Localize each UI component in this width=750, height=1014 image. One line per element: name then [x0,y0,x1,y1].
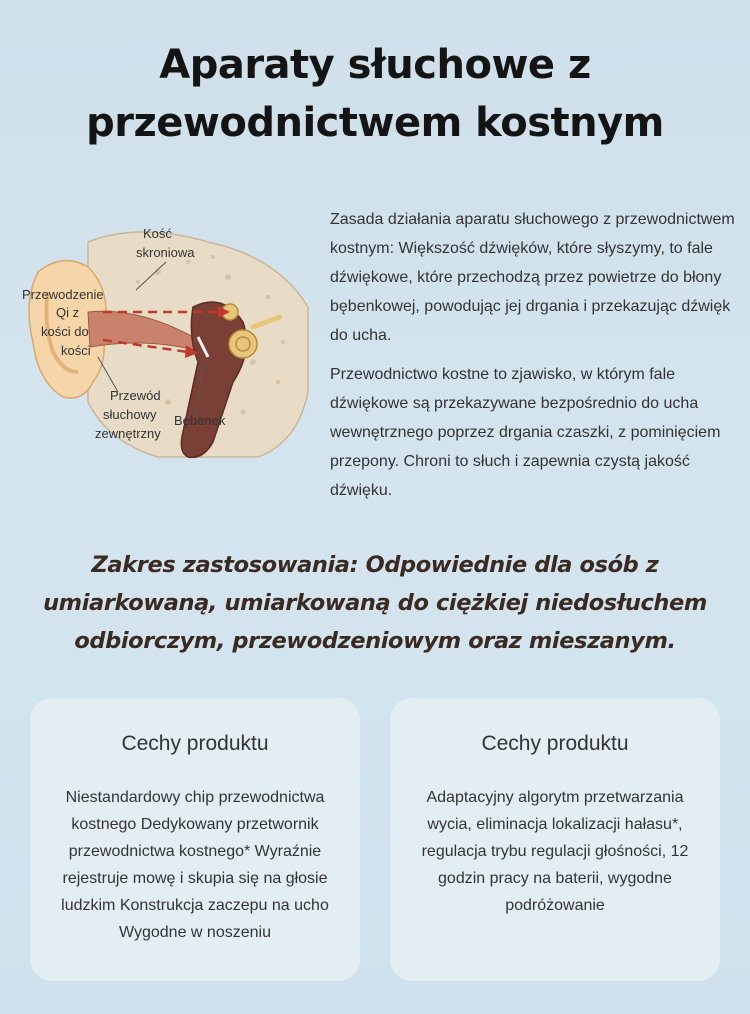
label-bone: Kość [143,226,172,241]
title-line-1: Aparaty słuchowe z [159,42,591,88]
card-body: Adaptacyjny algorytm przetwarzania wycia, eliminacja lokalizacji hałasu*, regulacja trybu regulacji głośności, 12 godzin pracy na baterii, wygodne podróżowanie [421,789,689,914]
label-canal-3: zewnętrzny [95,426,161,441]
scope-of-application: Zakres zastosowania: Odpowiednie dla osób z umiarkowaną, umiarkowaną do ciężkiej niedosłuchem odbiorczym, przewodzeniowym oraz mieszanym. [43,552,707,654]
cochlea-shape [229,330,257,358]
label-eardrum: Bębenek [174,413,226,428]
product-features-card-1 [30,698,360,981]
label-conduction-3: kości do [41,324,89,339]
label-conduction-1: Przewodzenie [22,287,104,302]
page-title [0,36,750,152]
label-conduction-4: kości [61,343,91,358]
ear-anatomy-illustration [18,212,318,462]
label-canal-1: Przewód [110,388,161,403]
product-features-card-2 [390,698,720,981]
card-body: Niestandardowy chip przewodnictwa kostnego Dedykowany przetwornik przewodnictwa kostnego* Wyraźnie rejestruje mowę i skupia się na głosie ludzkim Konstrukcja zaczepu na ucho Wygodne w noszeniu [61,789,329,941]
label-canal-2: słuchowy [103,407,157,422]
description [330,205,738,515]
ear-anatomy-diagram [18,212,318,462]
description-paragraph-1: Zasada działania aparatu słuchowego z przewodnictwem kostnym: Większość dźwięków, które słyszymy, to fale dźwiękowe, które przechodzą przez powietrze do błony bębenkowej, powodując jej drgania i przekazując dźwięk do ucha. [330,211,735,344]
label-conduction-2: Qi z [56,305,80,320]
title-line-2: przewodnictwem kostnym [86,100,664,146]
card-title: Cechy produktu [481,732,629,755]
card-title: Cechy produktu [121,732,269,755]
label-bone-2: skroniowa [136,245,195,260]
description-paragraph-2: Przewodnictwo kostne to zjawisko, w którym fale dźwiękowe są przekazywane bezpośrednio do ucha wewnętrznego poprzez drgania czaszki, z pominięciem przepony. Chroni to słuch i zapewnia czystą jakość dźwięku. [330,366,721,499]
